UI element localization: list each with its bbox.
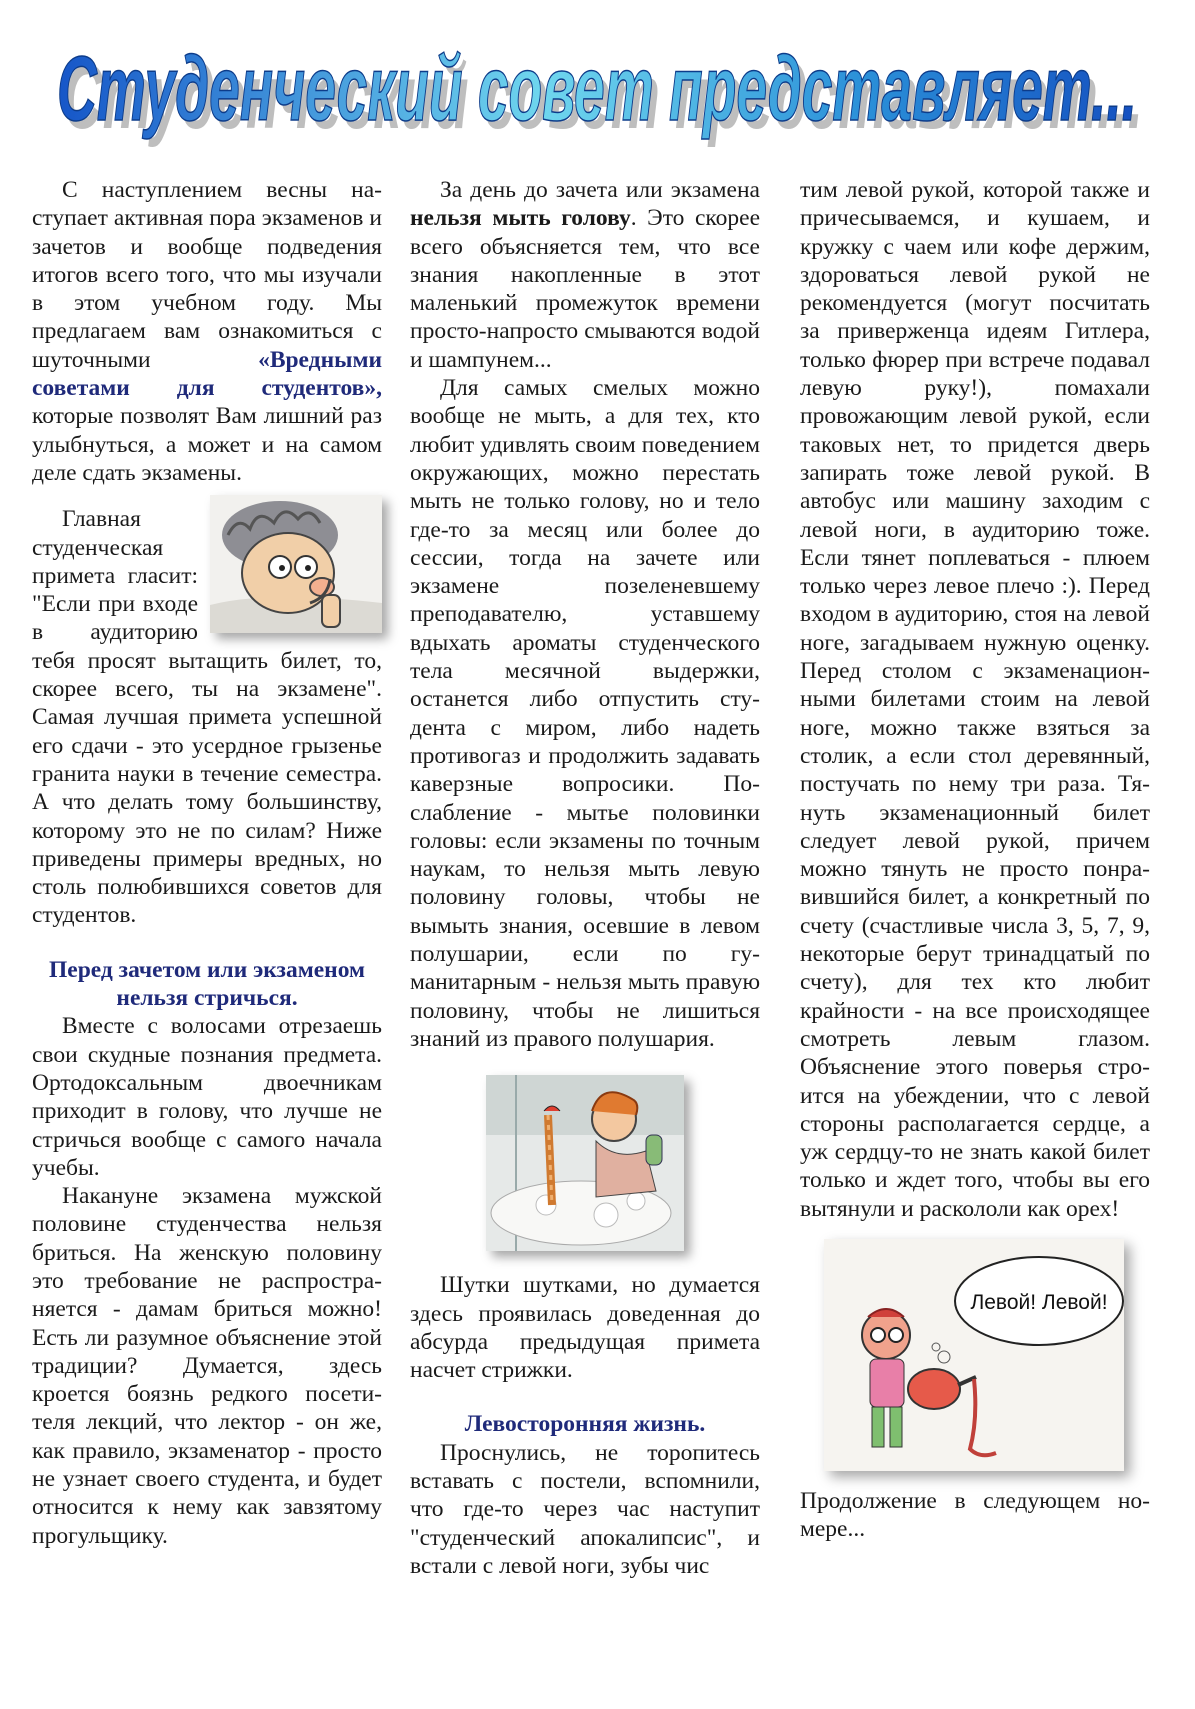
- page-title: [40, 20, 1160, 160]
- harmful-tips-highlight: «Вредными советами для студентов»,: [32, 346, 382, 402]
- column-1: [32, 176, 382, 1550]
- left-hand-paragraph: тим левой рукой, которой также и причесываемся, и кушаем, и кружку с чаем или кофе держим, здороваться левой рукой не рекомендуется (могут посчитать за приверженца идеям Гитлера, только фюрер при встрече подавал левую руку!), помахали провожающим левой рукой, если таковых нет, то придется дверь запирать тоже левой рукой. В автобус или машину заходим с левой ноги, в аудиторию тоже. Если тянет поплеваться - плюем только через левое плечо :). Перед входом в аудиторию, стоя на левой ноге, загадываем нужную оценку. Перед столом с экзаменационными билетами стоим на левой ноге, можно также взяться за столик, а если стол деревянный, постучать по нему три раза. Тянуть экзаменационный билет следует левой рукой, причем можно тянуть не просто понравившийся билет, а конкретный по счету (счастливые числа 3, 5, 7, 9, некоторые берут тринадцатый по счету), для тех кто любит крайности - на все происходящее смотреть левым глазом. Объяснение этого поверья строится на убеждении, что с левой стороны располагается сердце, а уж сердцу-то не знать какой билет только и ждет того, чтобы вы его вытянули и раскололи как орех!: [800, 177, 1150, 1222]
- woke-up-paragraph: Проснулись, не торопитесь вставать с постели, вспомнили, что где-то через час наступит "студенческий апокалипсис", и встали с левой ноги, зубы чис: [410, 1439, 760, 1579]
- continuation-note: Продолжение в следующем номере...: [800, 1487, 1150, 1543]
- haircut-paragraph: Вместе с волосами отрезаешь свои скудные познания предмета. Ортодоксальным двоечникам приходит в голову, что лучше не стричься вообще с самого начала учебы.: [32, 1013, 382, 1181]
- intro-paragraph: С наступлением весны наступает активная пора экзаменов и зачетов и вообще подведения итогов всего того, что мы изучали в этом учебном году. Мы предлагаем вам ознакомиться с шуточными «Вредными советами для студентов», которые позволят Вам лишний раз улыбнуться, а может и на самом деле сдать экзамены.: [32, 177, 382, 486]
- main-omen-paragraph: Главная студенческая примета гласит: "Если при входе в аудиторию тебя просят вытащить билет, то, скорее всего, ты на экзамене". Самая лучшая примета успешной его сдачи - это усердное грызенье гранита науки в течение семестра. А что делать тому большинству, которому это не по силам? Ниже приведены примеры вредных, но столь полюбившихся советов для студентов.: [32, 506, 382, 929]
- no-wash-bold: нельзя мыть голову: [410, 205, 631, 232]
- left-left-cartoon-image: [824, 1239, 1124, 1471]
- shaving-paragraph: Накануне экзамена мужской половине студенчества нельзя бриться. На женскую половину это требование не распространяется - дамам бриться можно! Есть ли разумное объяснение этой традиции? Думается, здесь кроется боязнь редкого посетителя лекций, что лектор - он же, как правило, экзаменатор - просто не узнает своего студента, и будет относится к нему как завзятому прогульщику.: [32, 1183, 382, 1549]
- brave-paragraph: Для самых смелых можно вообще не мыть, а для тех, кто любит удивлять своим поведением окружающих, можно перестать мыть не только голову, но и тело где-то за месяц или более до сессии, тогда на зачете или экзамене позеленевшему преподавателю, уставшему вдыхать ароматы студенческого тела месячной выдержки, останется либо отпустить студента с миром, либо надеть противогаз и продолжить задавать каверзные вопросики. Послабление - мытье половинки головы: если экзамены по точным наукам, то нельзя мыть левую половину головы, чтобы не вымыть знания, осевшие в левом полушарии, если по гуманитарным - нельзя мыть правую половину, чтобы не лишиться знаний из правого полушария.: [410, 375, 760, 1052]
- page-title-shadow: Студенческий совет представляет...: [63, 46, 1143, 148]
- column-2: [410, 176, 760, 1580]
- shower-cartoon-image: [486, 1075, 684, 1251]
- speech-bubble-text: Левой! Левой!: [970, 1290, 1108, 1314]
- heading-left-life: Левосторонняя жизнь.: [464, 1411, 706, 1438]
- jokes-paragraph: Шутки шутками, но думается здесь проявилась доведенная до абсурда предыдущая примета насчет стрижки.: [410, 1272, 760, 1384]
- column-3: [800, 176, 1150, 1544]
- page-title-text: Студенческий совет представляет...: [57, 38, 1137, 140]
- heading-haircut: Перед зачетом или экзаменом нельзя стричься.: [48, 956, 366, 1012]
- student-cartoon-image: [210, 495, 382, 633]
- wash-head-paragraph: За день до зачета или экзамена нельзя мыть голову. Это скорее всего объясняется тем, что все знания накопленные в этот маленький промежуток времени просто-напросто смываются водой и шампунем...: [410, 177, 760, 373]
